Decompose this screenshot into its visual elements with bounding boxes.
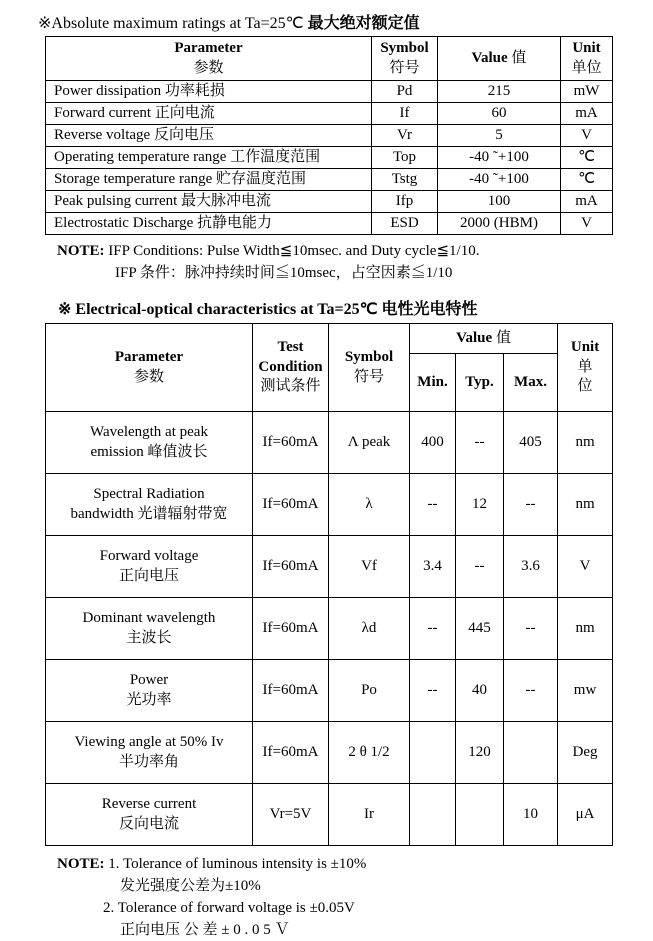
table-row [46,536,613,598]
table-row [46,125,613,147]
col-header-value [438,37,561,81]
eo-char-title-en: ※ Electrical-optical characteristics at Ta=25℃ [58,301,378,318]
unit-cell: nm [558,412,613,474]
parameter-cell: Peak pulsing current 最大脉冲电流 [46,191,372,213]
col-header-condition [253,324,329,412]
value-cell: 5 [438,125,561,147]
max-cell: -- [504,660,558,722]
unit-cell: mA [561,103,613,125]
typ-cell: -- [456,536,504,598]
table-row [46,660,613,722]
abs-max-title-zh: 最大绝对额定值 [303,15,420,32]
note-line: IFP 条件：脉冲持续时间≦10msec，占空因素≦1/10 [115,265,453,281]
header-symbol-en: Symbol [344,349,394,365]
header-condition-zh: 测试条件 [260,378,321,395]
note-label: NOTE: [57,856,105,872]
header-unit-en: Unit [572,40,601,56]
note-line: 正向电压 公 差 ± 0 . 0 5 Ｖ [120,922,290,938]
col-header-typ: Typ. [456,354,504,412]
parameter-line-1: Forward voltage [99,548,199,564]
condition-cell: If=60mA [253,474,329,536]
parameter-line-1: Power [129,672,169,688]
note-line: 发光强度公差为±10% [120,878,261,894]
table-row [46,213,613,235]
col-header-min: Min. [410,354,456,412]
value-cell: 215 [438,81,561,103]
min-cell: -- [410,474,456,536]
condition-cell: If=60mA [253,722,329,784]
eo-char-table [45,323,613,846]
condition-cell: Vr=5V [253,784,329,846]
min-cell [410,784,456,846]
abs-max-title [38,10,653,33]
col-header-unit [558,324,613,412]
header-unit-en: Unit [570,339,600,356]
unit-cell: mA [561,191,613,213]
symbol-cell: Top [372,147,438,169]
unit-cell: Deg [558,722,613,784]
col-header-parameter [46,324,253,412]
value-cell: 2000 (HBM) [438,213,561,235]
max-cell [504,722,558,784]
value-cell: -40 ˜+100 [438,147,561,169]
header-condition-line1: Test [277,339,304,356]
parameter-line-2: 主波长 [126,629,172,646]
parameter-cell [46,536,253,598]
header-symbol-zh: 符号 [389,59,420,76]
parameter-cell [46,412,253,474]
min-cell [410,722,456,784]
unit-cell: mW [561,81,613,103]
parameter-cell [46,660,253,722]
note-text: IFP Conditions: Pulse Width≦10msec. and Duty cycle≦1/10. [104,243,480,259]
unit-cell: nm [558,598,613,660]
max-cell: 10 [504,784,558,846]
header-row [46,37,613,81]
condition-cell: If=60mA [253,536,329,598]
parameter-cell [46,474,253,536]
header-condition-line2: Condition [258,358,323,375]
header-parameter-zh: 参数 [193,59,224,76]
header-row-1 [46,324,613,354]
symbol-cell: λ [329,474,410,536]
table-row [46,169,613,191]
header-parameter-en: Parameter [114,349,184,365]
table-row [46,103,613,125]
typ-cell: 120 [456,722,504,784]
parameter-cell [46,598,253,660]
value-cell: -40 ˜+100 [438,169,561,191]
header-value-zh: 值 [511,49,527,66]
abs-max-table [45,36,613,235]
parameter-line-2: 光功率 [126,691,172,708]
abs-max-title-en: ※Absolute maximum ratings at Ta=25℃ [38,15,304,32]
col-header-value [410,324,558,354]
header-unit-zh: 单位 [571,59,602,76]
symbol-cell: Ir [329,784,410,846]
typ-cell [456,784,504,846]
eo-char-title [58,296,653,319]
table-row [46,191,613,213]
condition-cell: If=60mA [253,598,329,660]
datasheet-page [0,10,653,936]
min-cell: -- [410,660,456,722]
parameter-cell: Forward current 正向电流 [46,103,372,125]
header-parameter-en: Parameter [174,40,243,56]
table-row [46,784,613,846]
table-row [46,147,613,169]
col-header-symbol [329,324,410,412]
col-header-max: Max. [504,354,558,412]
unit-cell: ℃ [561,147,613,169]
symbol-cell: Po [329,660,410,722]
parameter-line-1: Dominant wavelength [82,610,216,626]
max-cell: -- [504,474,558,536]
unit-cell: mw [558,660,613,722]
symbol-cell: Vf [329,536,410,598]
header-unit-zh-1: 单 [577,358,593,375]
symbol-cell: Tstg [372,169,438,191]
parameter-cell: Electrostatic Discharge 抗静电能力 [46,213,372,235]
header-value-zh: 值 [495,329,511,346]
unit-cell: V [561,213,613,235]
typ-cell: 40 [456,660,504,722]
header-value-en: Value [471,49,508,66]
parameter-line-2: 正向电压 [118,567,179,584]
unit-cell: μA [558,784,613,846]
table-row [46,81,613,103]
typ-cell: 12 [456,474,504,536]
symbol-cell: 2 θ 1/2 [329,722,410,784]
parameter-line-1: Reverse current [101,796,197,812]
table-row [46,474,613,536]
parameter-cell: Power dissipation 功率耗损 [46,81,372,103]
parameter-line-1: Spectral Radiation [93,486,205,502]
eo-char-title-zh: 电性光电特性 [377,301,478,318]
parameter-line-2: emission 峰值波长 [90,443,208,460]
parameter-line-2: bandwidth 光谱辐射带宽 [70,505,228,522]
eo-char-note [57,853,653,941]
col-header-unit [561,37,613,81]
condition-cell: If=60mA [253,412,329,474]
note-text: 1. Tolerance of luminous intensity is ±10% [104,856,367,872]
table-row [46,598,613,660]
parameter-line-1: Viewing angle at 50% Iv [74,734,224,750]
header-symbol-en: Symbol [380,40,429,56]
typ-cell: -- [456,412,504,474]
parameter-cell: Operating temperature range 工作温度范围 [46,147,372,169]
unit-cell: V [558,536,613,598]
parameter-cell: Reverse voltage 反向电压 [46,125,372,147]
header-parameter-zh: 参数 [133,368,164,385]
symbol-cell: If [372,103,438,125]
parameter-cell: Storage temperature range 贮存温度范围 [46,169,372,191]
header-symbol-zh: 符号 [353,368,384,385]
symbol-cell: Pd [372,81,438,103]
header-value-en: Value [456,329,493,346]
parameter-cell [46,722,253,784]
note-line: 2. Tolerance of forward voltage is ±0.05V [103,900,355,916]
header-unit-zh-2: 位 [577,378,593,395]
parameter-line-2: 半功率角 [118,753,179,770]
value-cell: 100 [438,191,561,213]
condition-cell: If=60mA [253,660,329,722]
table-row [46,722,613,784]
col-header-symbol [372,37,438,81]
parameter-cell [46,784,253,846]
note-line [57,853,653,875]
min-cell: -- [410,598,456,660]
symbol-cell: Ifp [372,191,438,213]
symbol-cell: Λ peak [329,412,410,474]
typ-cell: 445 [456,598,504,660]
max-cell: 3.6 [504,536,558,598]
note-label: NOTE: [57,243,105,259]
symbol-cell: λd [329,598,410,660]
abs-max-note [57,240,653,284]
min-cell: 3.4 [410,536,456,598]
parameter-line-1: Wavelength at peak [90,424,208,440]
col-header-parameter [46,37,372,81]
unit-cell: ℃ [561,169,613,191]
unit-cell: nm [558,474,613,536]
min-cell: 400 [410,412,456,474]
max-cell: -- [504,598,558,660]
symbol-cell: ESD [372,213,438,235]
parameter-line-2: 反向电流 [118,815,179,832]
symbol-cell: Vr [372,125,438,147]
note-line [57,240,653,262]
value-cell: 60 [438,103,561,125]
max-cell: 405 [504,412,558,474]
unit-cell: V [561,125,613,147]
table-row [46,412,613,474]
